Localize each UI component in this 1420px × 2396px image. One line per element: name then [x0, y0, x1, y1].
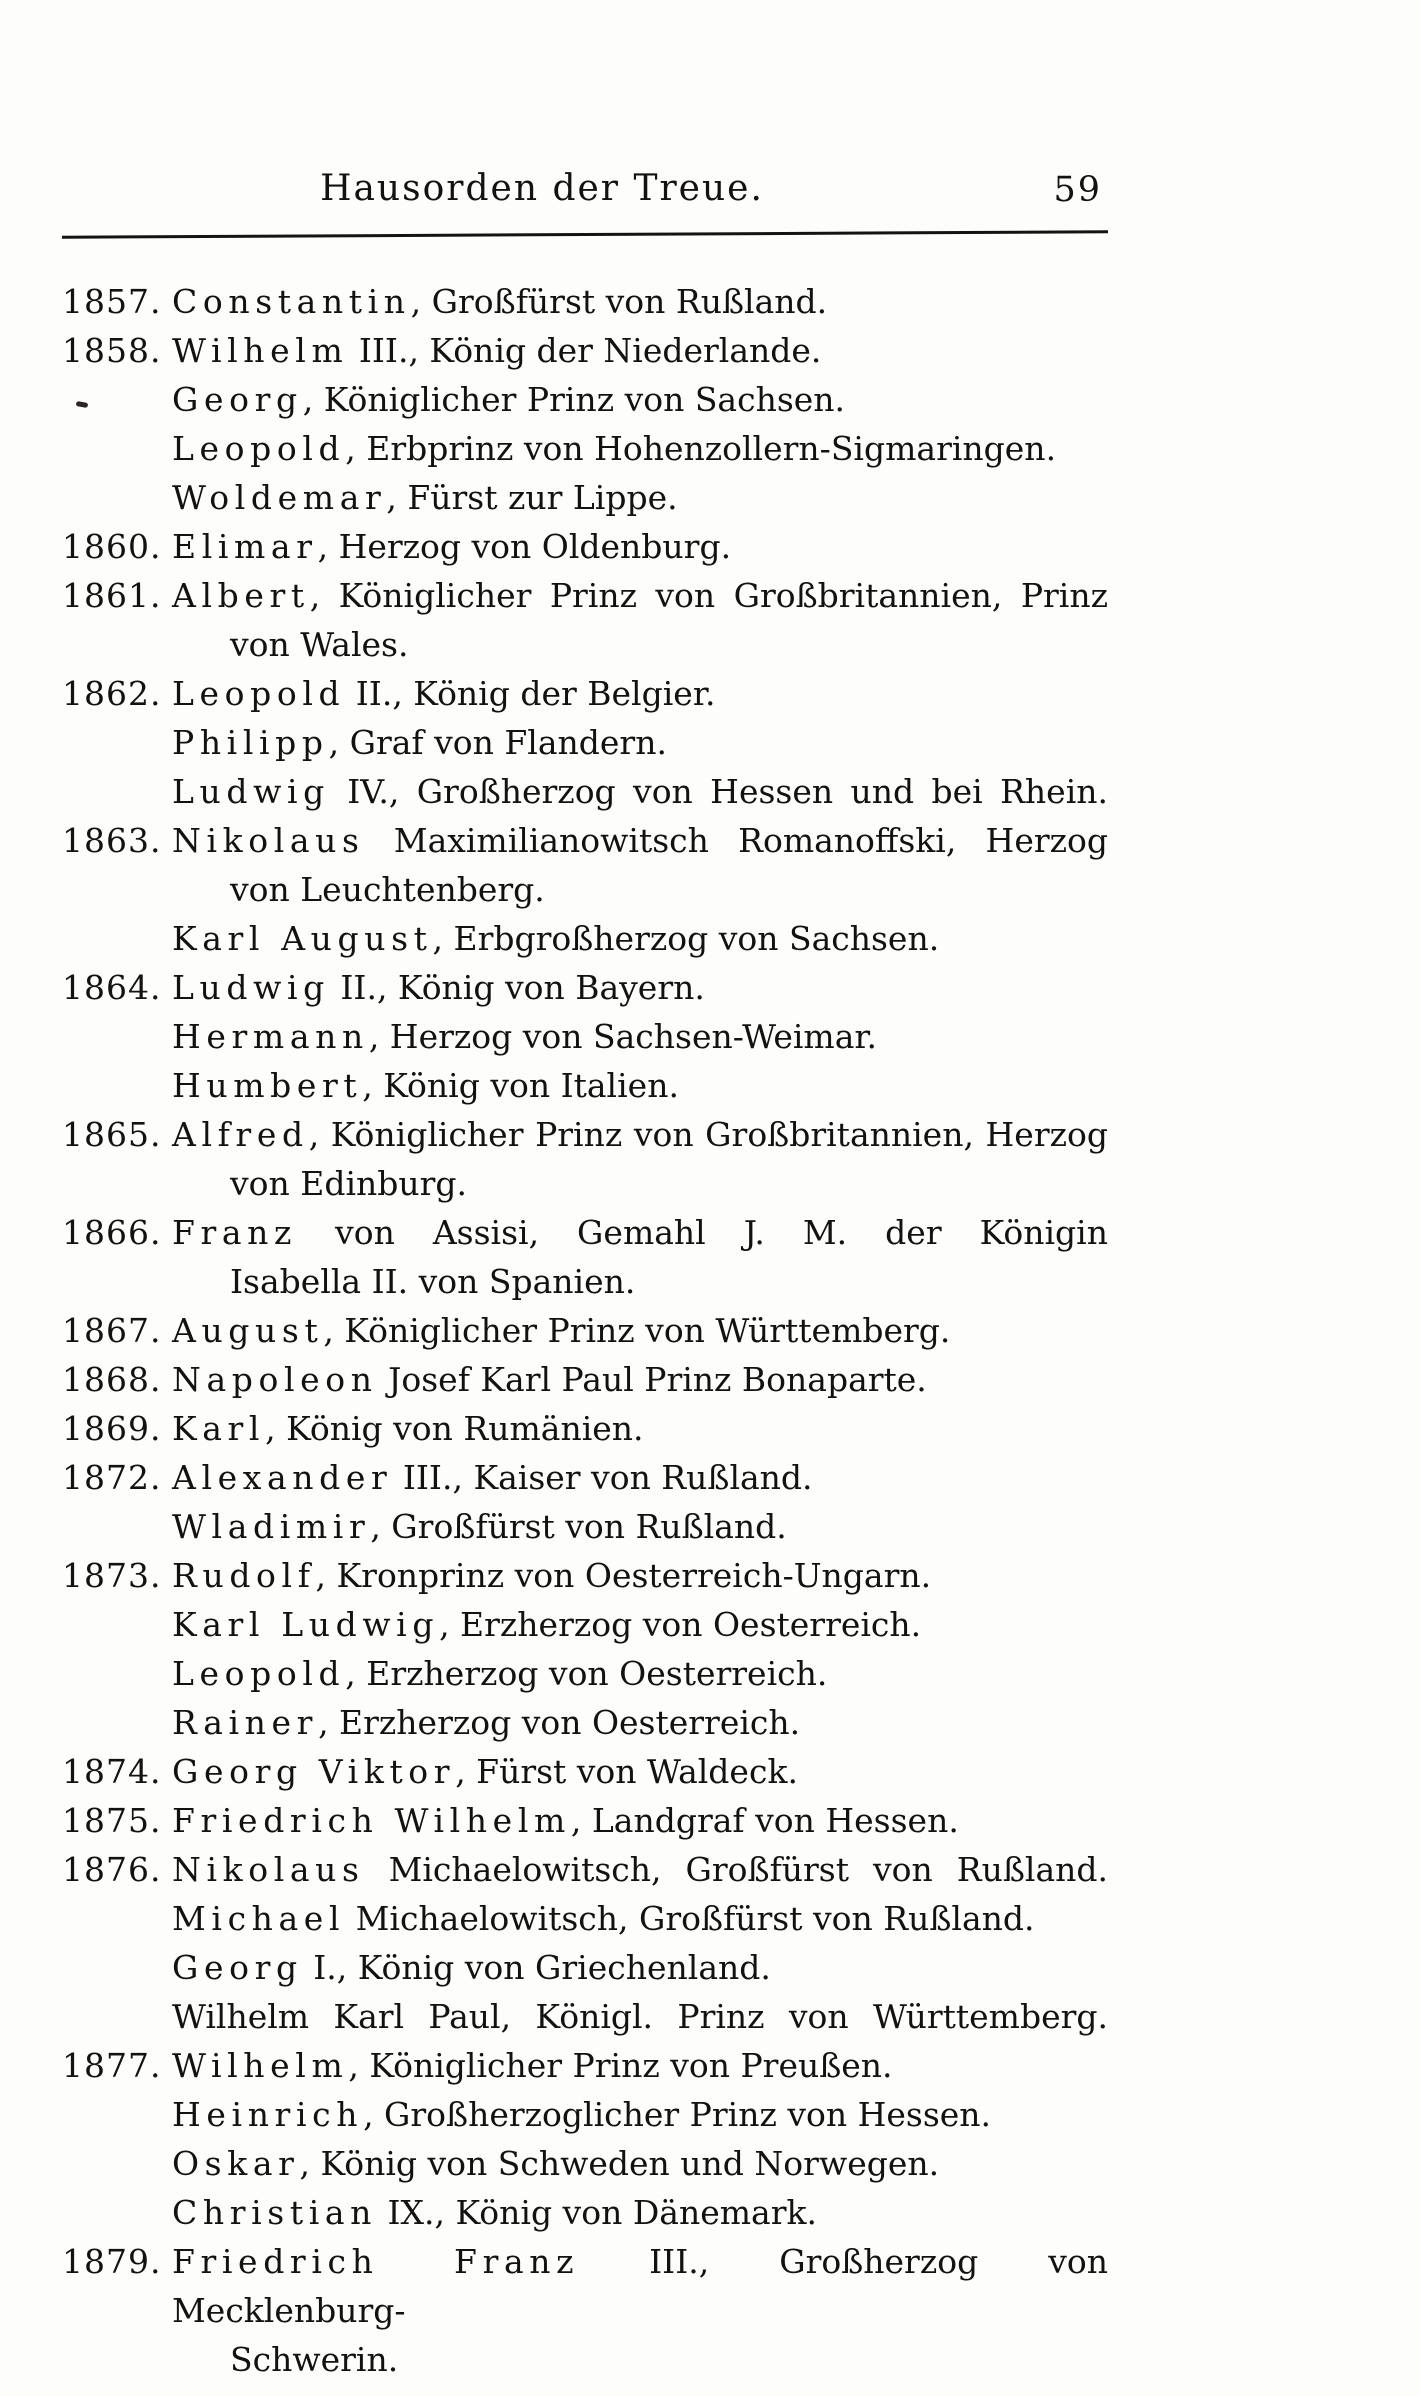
- list-item: [62, 277, 1108, 326]
- entry-year: 1876.: [62, 1850, 162, 1889]
- entry-name: Rudolf: [172, 1556, 316, 1595]
- entry-year: [62, 1600, 172, 1649]
- entry-name: Albert: [172, 576, 310, 615]
- entry-text: Wilhelm Karl Paul, Königl. Prinz von Württemberg.: [172, 1997, 1108, 2036]
- list-item: [62, 1306, 1108, 1355]
- list-item: [62, 571, 1108, 620]
- entry-year: 1879.: [62, 2242, 162, 2281]
- entry-year: 1873.: [62, 1556, 162, 1595]
- entry-name: Leopold: [172, 674, 346, 713]
- list-item: [62, 473, 1108, 522]
- list-item: [62, 522, 1108, 571]
- entry-name: Ludwig: [172, 772, 330, 811]
- entry-year: 1858.: [62, 331, 162, 370]
- entry-text: Alfred, Königlicher Prinz von Großbritannien, Herzog: [172, 1115, 1108, 1154]
- entry-name: Franz: [172, 1213, 298, 1252]
- entry-name: Friedrich Franz: [172, 2242, 580, 2281]
- entry-text: Ludwig II., König von Bayern.: [172, 968, 705, 1007]
- entry-year: [62, 1943, 172, 1992]
- entry-year: [62, 718, 172, 767]
- entry-name: Rainer: [172, 1703, 319, 1742]
- list-item: [62, 1943, 1108, 1992]
- list-item: [62, 1012, 1108, 1061]
- entry-text: Leopold II., König der Belgier.: [172, 674, 716, 713]
- entry-year: 1872.: [62, 1458, 162, 1497]
- entry-text: Georg, Königlicher Prinz von Sachsen.: [172, 380, 846, 419]
- entry-name: Alexander: [172, 1458, 393, 1497]
- list-item: [62, 1845, 1108, 1894]
- entry-name: Alfred: [172, 1115, 309, 1154]
- entry-text: Isabella II. von Spanien.: [230, 1262, 636, 1301]
- entry-name: Georg: [172, 380, 303, 419]
- list-item: [62, 375, 1108, 424]
- list-item: [62, 424, 1108, 473]
- list-item: [62, 1159, 1108, 1208]
- list-item: [62, 1992, 1108, 2041]
- entry-text: Christian IX., König von Dänemark.: [172, 2193, 817, 2232]
- running-head-title: Hausorden der Treue.: [320, 168, 764, 209]
- page-number: 59: [1053, 170, 1102, 210]
- entry-text: von Leuchtenberg.: [230, 870, 545, 909]
- entry-text: Friedrich Franz III., Großherzog von Mecklenburg-: [172, 2242, 1108, 2330]
- entry-text: Leopold, Erbprinz von Hohenzollern-Sigmaringen.: [172, 429, 1057, 468]
- page-header: [62, 168, 1108, 224]
- entry-year: [62, 2090, 172, 2139]
- list-item: [62, 1698, 1108, 1747]
- entry-year: [62, 473, 172, 522]
- entry-text: Oskar, König von Schweden und Norwegen.: [172, 2144, 940, 2183]
- entry-text: Philipp, Graf von Flandern.: [172, 723, 667, 762]
- entry-text: Alexander III., Kaiser von Rußland.: [172, 1458, 813, 1497]
- entry-text: Woldemar, Fürst zur Lippe.: [172, 478, 678, 517]
- entry-text: Constantin, Großfürst von Rußland.: [172, 282, 828, 321]
- entry-text: Leopold, Erzherzog von Oesterreich.: [172, 1654, 828, 1693]
- entry-year: 1865.: [62, 1115, 162, 1154]
- entry-year: 1861.: [62, 576, 162, 615]
- entry-year: [62, 1894, 172, 1943]
- entry-year: 1869.: [62, 1409, 162, 1448]
- list-item: [62, 620, 1108, 669]
- entry-text: Rainer, Erzherzog von Oesterreich.: [172, 1703, 801, 1742]
- entry-year: 1874.: [62, 1752, 162, 1791]
- entry-year: 1864.: [62, 968, 162, 1007]
- entry-name: Christian: [172, 2193, 378, 2232]
- entry-name: Georg Viktor: [172, 1752, 456, 1791]
- entry-year: [62, 767, 172, 816]
- entry-name: Georg: [172, 1948, 303, 1987]
- entry-text: Humbert, König von Italien.: [172, 1066, 679, 1105]
- entry-name: Woldemar: [172, 478, 387, 517]
- entry-year: [62, 1649, 172, 1698]
- list-item: [62, 1208, 1108, 1257]
- list-item: [62, 2188, 1108, 2237]
- entry-year: [62, 914, 172, 963]
- entry-name: Ludwig: [172, 968, 330, 1007]
- entry-year: [62, 1698, 172, 1747]
- entry-text: August, Königlicher Prinz von Württemberg.: [172, 1311, 951, 1350]
- list-item: [62, 1747, 1108, 1796]
- entry-text: Friedrich Wilhelm, Landgraf von Hessen.: [172, 1801, 959, 1840]
- list-item: [62, 326, 1108, 375]
- entry-year: [62, 375, 172, 424]
- list-item: [62, 2335, 1108, 2384]
- entry-text: Schwerin.: [230, 2340, 399, 2379]
- entry-name: Michael: [172, 1899, 346, 1938]
- entry-name: Leopold: [172, 429, 346, 468]
- entry-text: Karl, König von Rumänien.: [172, 1409, 644, 1448]
- entry-text: Nikolaus Michaelowitsch, Großfürst von Rußland.: [172, 1850, 1108, 1889]
- entry-year: [62, 2188, 172, 2237]
- list-item: [62, 1061, 1108, 1110]
- entry-year: 1867.: [62, 1311, 162, 1350]
- entry-name: Philipp: [172, 723, 329, 762]
- entry-year: 1875.: [62, 1801, 162, 1840]
- list-item: [62, 1502, 1108, 1551]
- list-item: [62, 669, 1108, 718]
- entry-year: [62, 424, 172, 473]
- entry-text: von Edinburg.: [230, 1164, 468, 1203]
- entry-text: Wilhelm III., König der Niederlande.: [172, 331, 822, 370]
- entry-text: Karl August, Erbgroßherzog von Sachsen.: [172, 919, 940, 958]
- list-item: [62, 1796, 1108, 1845]
- entry-name: Karl: [172, 1409, 266, 1448]
- list-item: [62, 767, 1108, 816]
- list-item: [62, 963, 1108, 1012]
- entry-text: Napoleon Josef Karl Paul Prinz Bonaparte.: [172, 1360, 927, 1399]
- entry-name: Humbert: [172, 1066, 363, 1105]
- list-item: [62, 718, 1108, 767]
- entry-text: Elimar, Herzog von Oldenburg.: [172, 527, 732, 566]
- entry-text: Wladimir, Großfürst von Rußland.: [172, 1507, 787, 1546]
- header-rule: [62, 230, 1108, 238]
- entry-text: Georg I., König von Griechenland.: [172, 1948, 771, 1987]
- entry-name: August: [172, 1311, 324, 1350]
- entry-name: Constantin: [172, 282, 411, 321]
- list-item: [62, 2139, 1108, 2188]
- entry-text: Hermann, Herzog von Sachsen-Weimar.: [172, 1017, 878, 1056]
- list-item: [62, 816, 1108, 865]
- entry-text: Michael Michaelowitsch, Großfürst von Rußland.: [172, 1899, 1035, 1938]
- entry-text: Nikolaus Maximilianowitsch Romanoffski, Herzog: [172, 821, 1108, 860]
- list-item: [62, 1551, 1108, 1600]
- entry-name: Hermann: [172, 1017, 369, 1056]
- entry-text: Wilhelm, Königlicher Prinz von Preußen.: [172, 2046, 893, 2085]
- entry-text: Albert, Königlicher Prinz von Großbritannien, Prinz: [172, 576, 1108, 615]
- entry-text: Georg Viktor, Fürst von Waldeck.: [172, 1752, 798, 1791]
- entry-text: von Wales.: [230, 625, 409, 664]
- entry-text: Karl Ludwig, Erzherzog von Oesterreich.: [172, 1605, 922, 1644]
- entry-year: 1862.: [62, 674, 162, 713]
- list-item: [62, 1894, 1108, 1943]
- entry-name: Karl August: [172, 919, 433, 958]
- entry-name: Napoleon: [172, 1360, 378, 1399]
- entry-year: 1866.: [62, 1213, 162, 1252]
- list-item: [62, 1404, 1108, 1453]
- list-item: [62, 2237, 1108, 2335]
- entry-year: 1857.: [62, 282, 162, 321]
- list-item: [62, 1355, 1108, 1404]
- entry-year: 1863.: [62, 821, 162, 860]
- entry-name: Leopold: [172, 1654, 346, 1693]
- list-item: [62, 1649, 1108, 1698]
- entry-name: Nikolaus: [172, 821, 365, 860]
- entry-name: Oskar: [172, 2144, 300, 2183]
- entry-year: 1877.: [62, 2046, 162, 2085]
- entry-text: Rudolf, Kronprinz von Oesterreich-Ungarn.: [172, 1556, 932, 1595]
- entry-name: Heinrich: [172, 2095, 364, 2134]
- entry-text: Franz von Assisi, Gemahl J. M. der Königin: [172, 1213, 1108, 1252]
- list-item: [62, 865, 1108, 914]
- entry-name: Wilhelm: [172, 331, 349, 370]
- list-item: [62, 914, 1108, 963]
- list-item: [62, 1600, 1108, 1649]
- entry-year: [62, 1992, 172, 2041]
- list-item: [62, 1453, 1108, 1502]
- list-item: [62, 2041, 1108, 2090]
- entry-name: Friedrich Wilhelm: [172, 1801, 571, 1840]
- entry-name: Elimar: [172, 527, 318, 566]
- entry-year: [62, 1061, 172, 1110]
- entry-year: [62, 1502, 172, 1551]
- entry-name: Karl Ludwig: [172, 1605, 440, 1644]
- list-item: [62, 2090, 1108, 2139]
- list-item: [62, 1257, 1108, 1306]
- entry-name: Nikolaus: [172, 1850, 365, 1889]
- entry-name: Wladimir: [172, 1507, 371, 1546]
- entry-year: 1868.: [62, 1360, 162, 1399]
- entry-year: 1860.: [62, 527, 162, 566]
- entry-text: Heinrich, Großherzoglicher Prinz von Hessen.: [172, 2095, 992, 2134]
- entry-text: Ludwig IV., Großherzog von Hessen und bei Rhein.: [172, 772, 1108, 811]
- list-item: [62, 1110, 1108, 1159]
- entry-year: [62, 2139, 172, 2188]
- entry-list: [62, 277, 1108, 2384]
- entry-name: Wilhelm: [172, 2046, 349, 2085]
- entry-year: [62, 1012, 172, 1061]
